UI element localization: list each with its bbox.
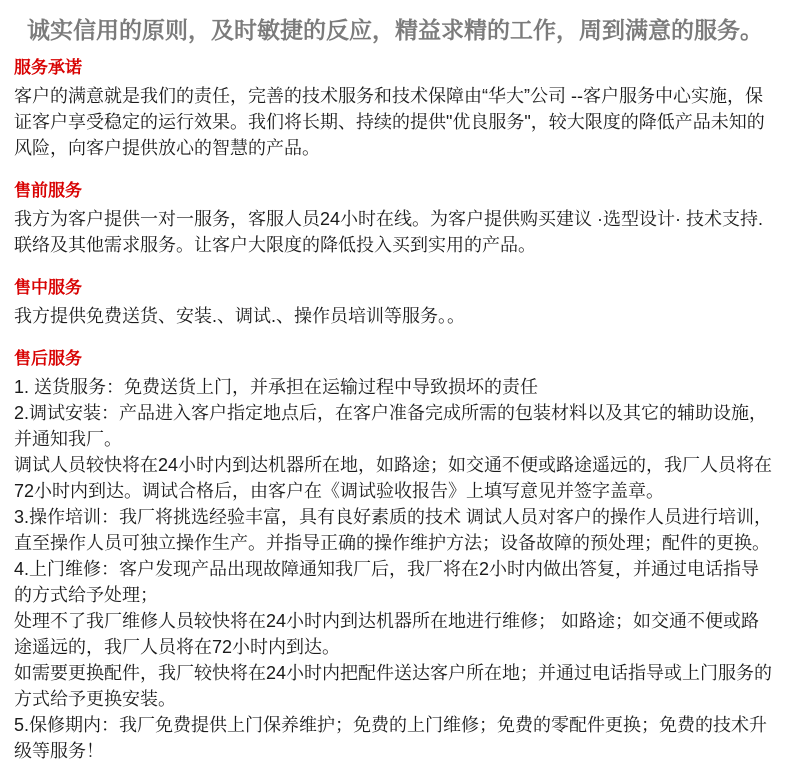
section-pre-sale-service [14, 181, 776, 258]
section-service-promise [14, 58, 776, 161]
list-item-install: 2.调试安装：产品进入客户指定地点后，在客户准备完成所需的包装材料以及其它的辅助设施，并通知我厂。 [14, 403, 768, 449]
page-title: 诚实信用的原则，及时敏捷的反应，精益求精的工作，周到满意的服务。 [27, 17, 763, 43]
paragraph: 我方为客户提供一对一服务，客服人员24小时在线。为客户提供购买建议 ·选型设计· 技术支持.联络及其他需求服务。让客户大限度的降低投入买到实用的产品。 [14, 209, 764, 255]
list-item-onsite-repair: 4.上门维修：客户发现产品出现故障通知我厂后，我厂将在2小时内做出答复，并通过电话指导的方式给予处理； [14, 559, 760, 605]
paragraph: 我方提供免费送货、安装.、调试.、操作员培训等服务。。 [14, 306, 465, 326]
list-item-repair-detail: 处理不了我厂维修人员较快将在24小时内到达机器所在地进行维修； 如路途；如交通不便或路途遥远的，我厂人员将在72小时内到达。 [14, 611, 760, 657]
list-item-install-detail: 调试人员较快将在24小时内到达机器所在地，如路途；如交通不便或路途遥远的，我厂人员将在72小时内到达。调试合格后，由客户在《调试验收报告》上填写意见并签字盖章。 [14, 455, 773, 501]
list-item-delivery: 1. 送货服务：免费送货上门，并承担在运输过程中导致损坏的责任 [14, 377, 539, 397]
section-heading-after-sale: 售后服务 [14, 349, 82, 368]
list-item-training: 3.操作培训：我厂将挑选经验丰富，具有良好素质的技术 调试人员对客户的操作人员进行培训，直至操作人员可独立操作生产。并指导正确的操作维护方法；设备故障的预处理；配件的更换。 [14, 507, 773, 553]
paragraph: 客户的满意就是我们的责任，完善的技术服务和技术保障由“华大”公司 --客户服务中心实施，保证客户享受稳定的运行效果。我们将长期、持续的提供"优良服务"，较大限度的降低产品未知的风险，向客户提供放心的智慧的产品。 [14, 86, 765, 158]
section-mid-sale-service [14, 278, 776, 329]
list-item-parts-replacement: 如需要更换配件，我厂较快将在24小时内把配件送达客户所在地；并通过电话指导或上门服务的方式给予更换安装。 [14, 663, 773, 709]
section-heading-service-promise: 服务承诺 [14, 58, 82, 77]
list-item-warranty: 5.保修期内：我厂免费提供上门保养维护；免费的上门维修；免费的零配件更换；免费的技术升级等服务！ [14, 715, 768, 761]
section-after-sale-service [14, 349, 776, 764]
section-heading-pre-sale: 售前服务 [14, 181, 82, 200]
section-heading-mid-sale: 售中服务 [14, 278, 82, 297]
